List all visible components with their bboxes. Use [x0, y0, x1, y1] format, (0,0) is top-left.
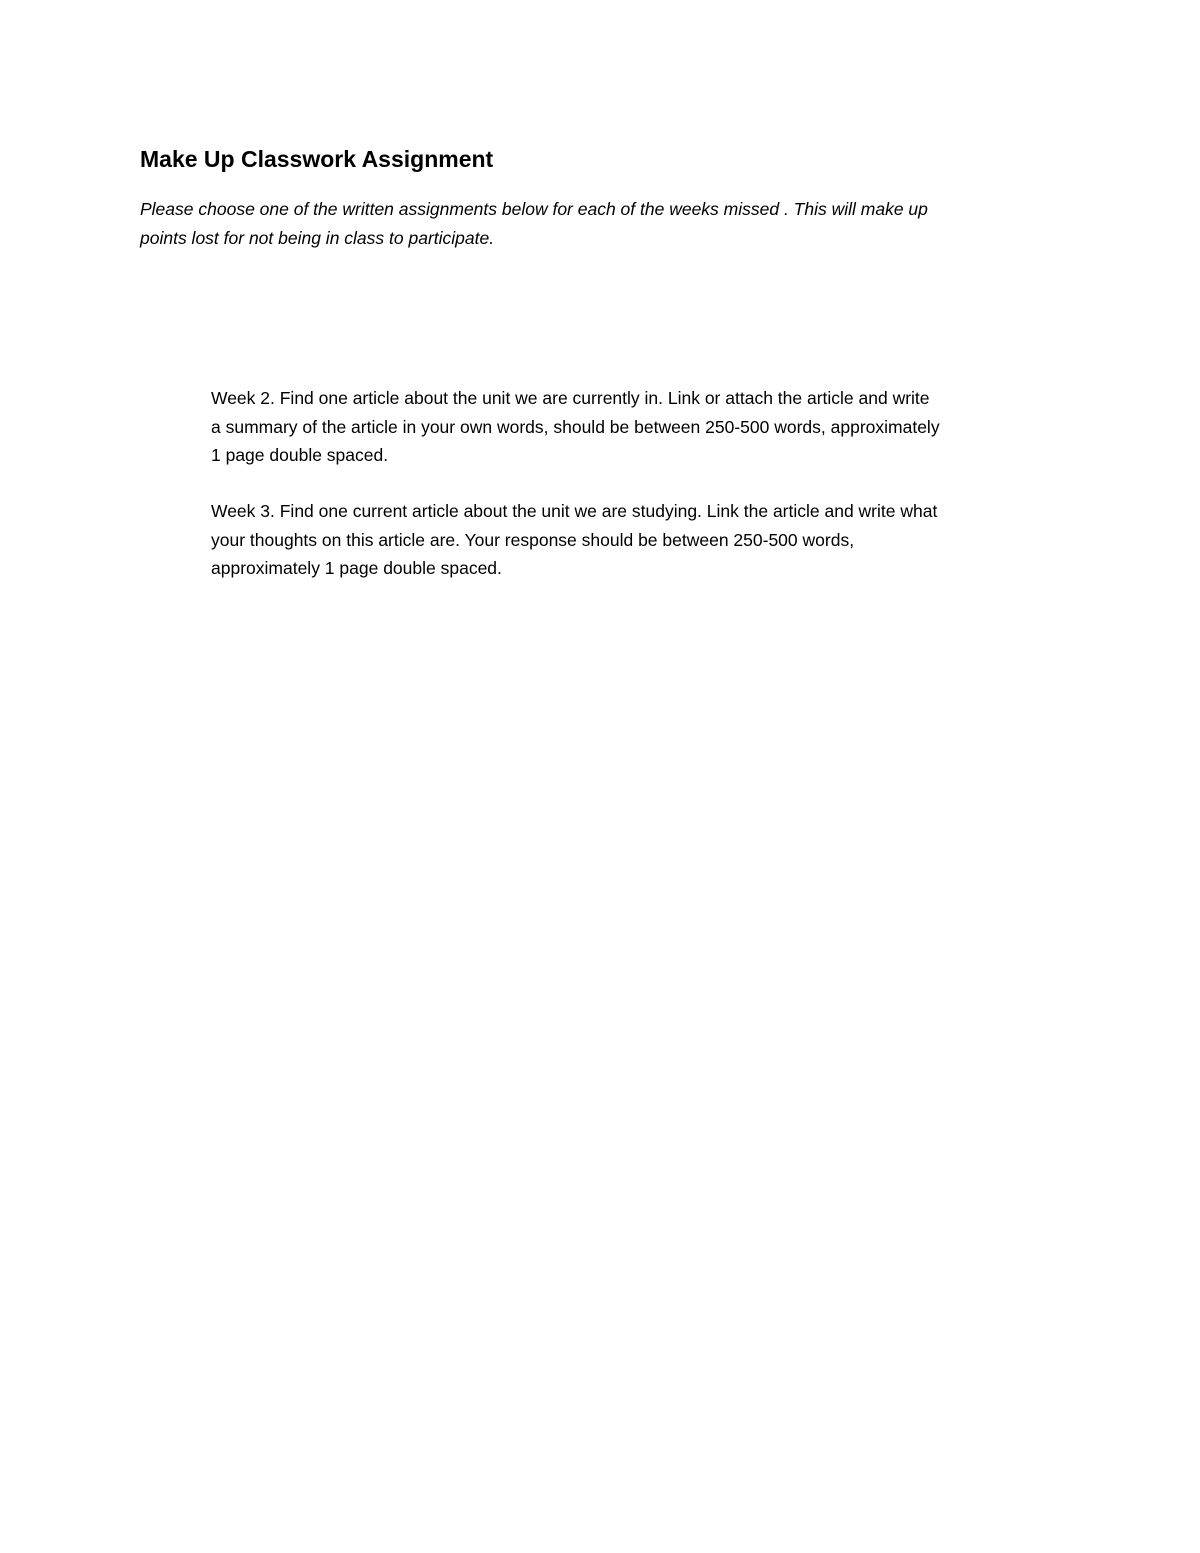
assignment-line: approximately 1 page double spaced.: [211, 558, 502, 578]
assignment-line: Week 3. Find one current article about the unit we are studying. Link the article and write what: [211, 501, 938, 521]
assignment-line: Week 2. Find one article about the unit we are currently in. Link or attach the article and write: [211, 388, 930, 408]
week-3-assignment: [211, 497, 1061, 583]
intro-line: Please choose one of the written assignments below for each of the weeks missed . This will make up: [140, 199, 928, 219]
intro-paragraph: [140, 195, 1040, 252]
assignment-line: a summary of the article in your own words, should be between 250-500 words, approximately: [211, 416, 940, 437]
intro-line: points lost for not being in class to participate.: [140, 227, 495, 248]
page-title: Make Up Classwork Assignment: [140, 146, 494, 172]
week-2-assignment: [211, 384, 1061, 470]
assignment-line: your thoughts on this article are. Your response should be between 250-500 words,: [211, 529, 855, 550]
assignment-line: 1 page double spaced.: [211, 445, 389, 465]
